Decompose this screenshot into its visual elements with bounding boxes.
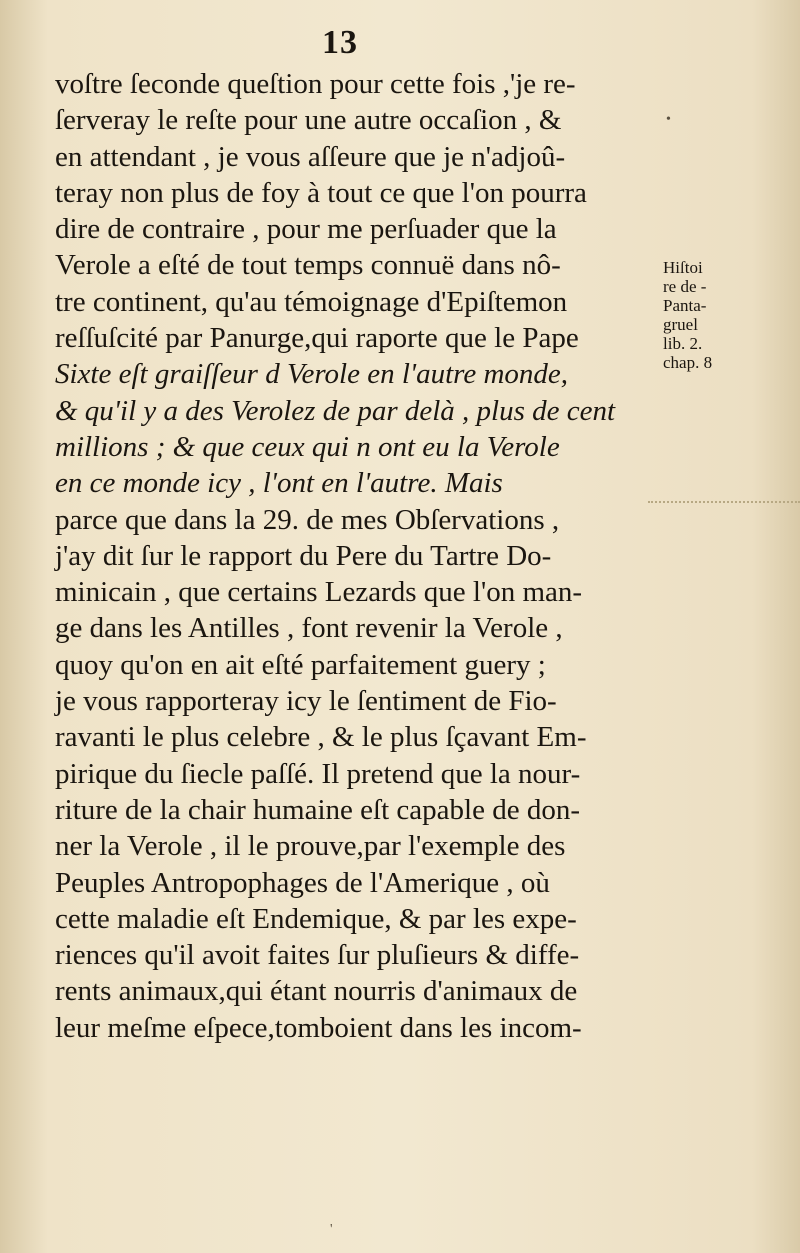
- text-line-24: cette maladie eſt Endemique, & par les expe-: [55, 902, 577, 935]
- ink-speck: •: [666, 112, 671, 127]
- text-line-17: quoy qu'on en ait eſté parfaitement guery ;: [55, 648, 546, 681]
- text-line-22: ner la Verole , il le prouve,par l'exemple des: [55, 830, 566, 863]
- text-line-3: en attendant , je vous aſſeure que je n'adjoû-: [55, 140, 566, 173]
- text-line-6: Verole a eſté de tout temps connuë dans nô-: [55, 249, 561, 282]
- body-text: [55, 66, 655, 1046]
- margin-note-line-2: re de -: [663, 277, 707, 296]
- text-line-27: leur meſme eſpece,tomboient dans les incom-: [55, 1011, 582, 1044]
- text-line-1: voſtre ſeconde queſtion pour cette fois ,'je re-: [55, 68, 576, 100]
- text-line-2: ſerveray le reſte pour une autre occaſion , &: [55, 104, 562, 137]
- text-line-9: Sixte eſt graiſſeur d Verole en l'autre monde,: [55, 358, 569, 391]
- margin-note-line-5: lib. 2.: [663, 334, 703, 353]
- text-line-14: j'ay dit ſur le rapport du Pere du Tartre Do-: [55, 539, 552, 572]
- text-line-4: teray non plus de foy à tout ce que l'on pourra: [55, 176, 587, 209]
- text-line-23: Peuples Antropophages de l'Amerique , où: [55, 866, 550, 899]
- margin-note-line-1: Hiſtoi: [663, 258, 703, 277]
- margin-note: [663, 258, 743, 372]
- text-line-11: millions ; & que ceux qui n ont eu la Verole: [55, 430, 560, 463]
- margin-note-line-6: chap. 8: [663, 353, 713, 372]
- text-line-25: riences qu'il avoit faites ſur pluſieurs & diffe-: [55, 939, 580, 972]
- text-line-10: & qu'il y a des Verolez de par delà , plus de cent: [55, 394, 616, 427]
- text-line-20: pirique du ſiecle paſſé. Il pretend que la nour-: [55, 757, 581, 790]
- margin-ornament-rule: [648, 501, 800, 507]
- text-line-18: je vous rapporteray icy le ſentiment de Fio-: [55, 685, 557, 718]
- ink-speck: ': [330, 1222, 333, 1237]
- text-line-21: riture de la chair humaine eſt capable de don-: [55, 793, 580, 826]
- text-line-5: dire de contraire , pour me perſuader que la: [55, 213, 557, 246]
- text-line-15: minicain , que certains Lezards que l'on man-: [55, 576, 583, 609]
- margin-note-line-4: gruel: [663, 315, 698, 334]
- text-line-7: tre continent, qu'au témoignage d'Epiſtemon: [55, 285, 568, 318]
- margin-note-line-3: Panta-: [663, 296, 707, 315]
- text-line-19: ravanti le plus celebre , & le plus ſçavant Em-: [55, 721, 587, 754]
- text-line-12: en ce monde icy , l'ont en l'autre. Mais: [55, 467, 503, 500]
- text-line-13: parce que dans la 29. de mes Obſervations ,: [55, 503, 560, 536]
- text-line-8: reſſuſcité par Panurge,qui raporte que le Pape: [55, 322, 579, 355]
- text-line-26: rents animaux,qui étant nourris d'animaux de: [55, 975, 578, 1008]
- text-line-16: ge dans les Antilles , font revenir la Verole ,: [55, 612, 563, 645]
- page-number: 13: [322, 24, 358, 61]
